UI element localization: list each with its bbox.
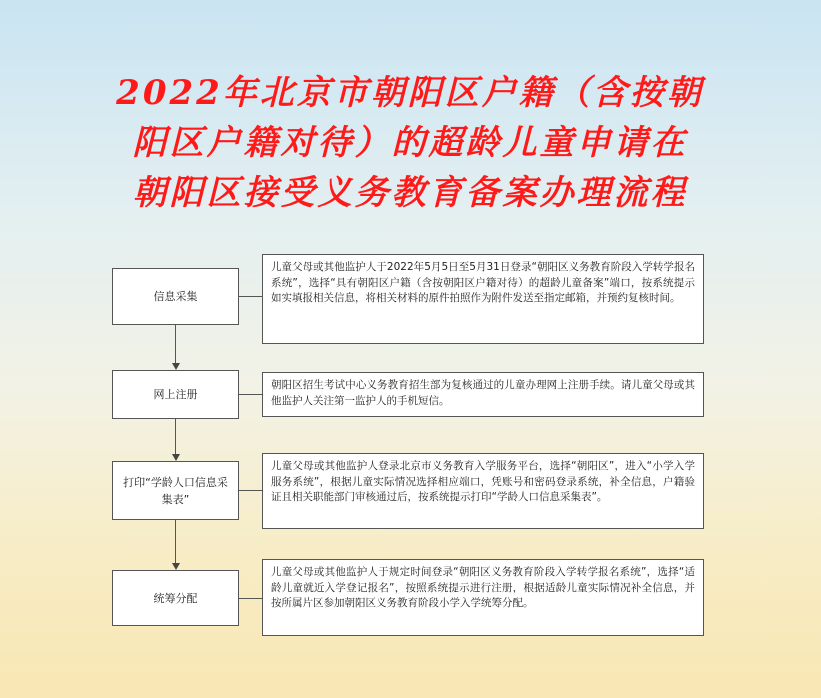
page-title <box>60 68 760 218</box>
step-label: 网上注册 <box>153 388 198 401</box>
flow-arrowhead <box>172 563 180 570</box>
step-description-print-form: 儿童父母或其他监护人登录北京市义务教育入学服务平台，选择“朝阳区”，进入“小学入学服务系统”，根据儿童实际情况选择相应端口，凭账号和密码登录系统，补全信息，户籍验证且相关职能部门审核通过后，按系统提示打印“学龄人口信息采集表”。 <box>262 453 704 529</box>
step-label: 统筹分配 <box>153 591 198 605</box>
title-line-3: 朝阳区接受义务教育备案办理流程 <box>132 173 688 213</box>
step-description-allocation: 儿童父母或其他监护人于规定时间登录“朝阳区义务教育阶段入学转学报名系统”，选择“适龄儿童就近入学登记报名”，按照系统提示进行注册，根据适龄儿童实际情况补全信息，并按所属片区参加朝阳区义务教育阶段小学入学统筹分配。 <box>262 559 704 636</box>
step-box-online-registration <box>112 370 239 419</box>
step-description-info-collection: 儿童父母或其他监护人于2022年5月5日至5月31日登录“朝阳区义务教育阶段入学转学报名系统”，选择“具有朝阳区户籍（含按朝阳区户籍对待）的超龄儿童备案”端口，按系统提示如实填报相关信息，将相关材料的原件拍照作为附件发送至指定邮箱，并预约复核时间。 <box>262 254 704 344</box>
step-box-info-collection <box>112 268 239 325</box>
flow-arrow-line <box>175 325 176 363</box>
step-box-print-form <box>112 461 239 520</box>
connector-line <box>239 394 262 395</box>
step-box-allocation <box>112 570 239 626</box>
step-label: 打印“学龄人口信息采集表” <box>123 475 228 506</box>
step-description-online-registration: 朝阳区招生考试中心义务教育招生部为复核通过的儿童办理网上注册手续。请儿童父母或其他监护人关注第一监护人的手机短信。 <box>262 372 704 417</box>
connector-line <box>239 296 262 297</box>
flow-arrow-line <box>175 419 176 454</box>
step-label: 信息采集 <box>153 290 198 303</box>
connector-line <box>239 598 262 599</box>
title-line-2: 阳区户籍对待）的超龄儿童申请在 <box>132 123 688 163</box>
connector-line <box>239 490 262 491</box>
title-line-1: 2022年北京市朝阳区户籍（含按朝 <box>116 73 704 113</box>
flow-arrowhead <box>172 363 180 370</box>
flow-arrow-line <box>175 520 176 563</box>
flow-arrowhead <box>172 454 180 461</box>
